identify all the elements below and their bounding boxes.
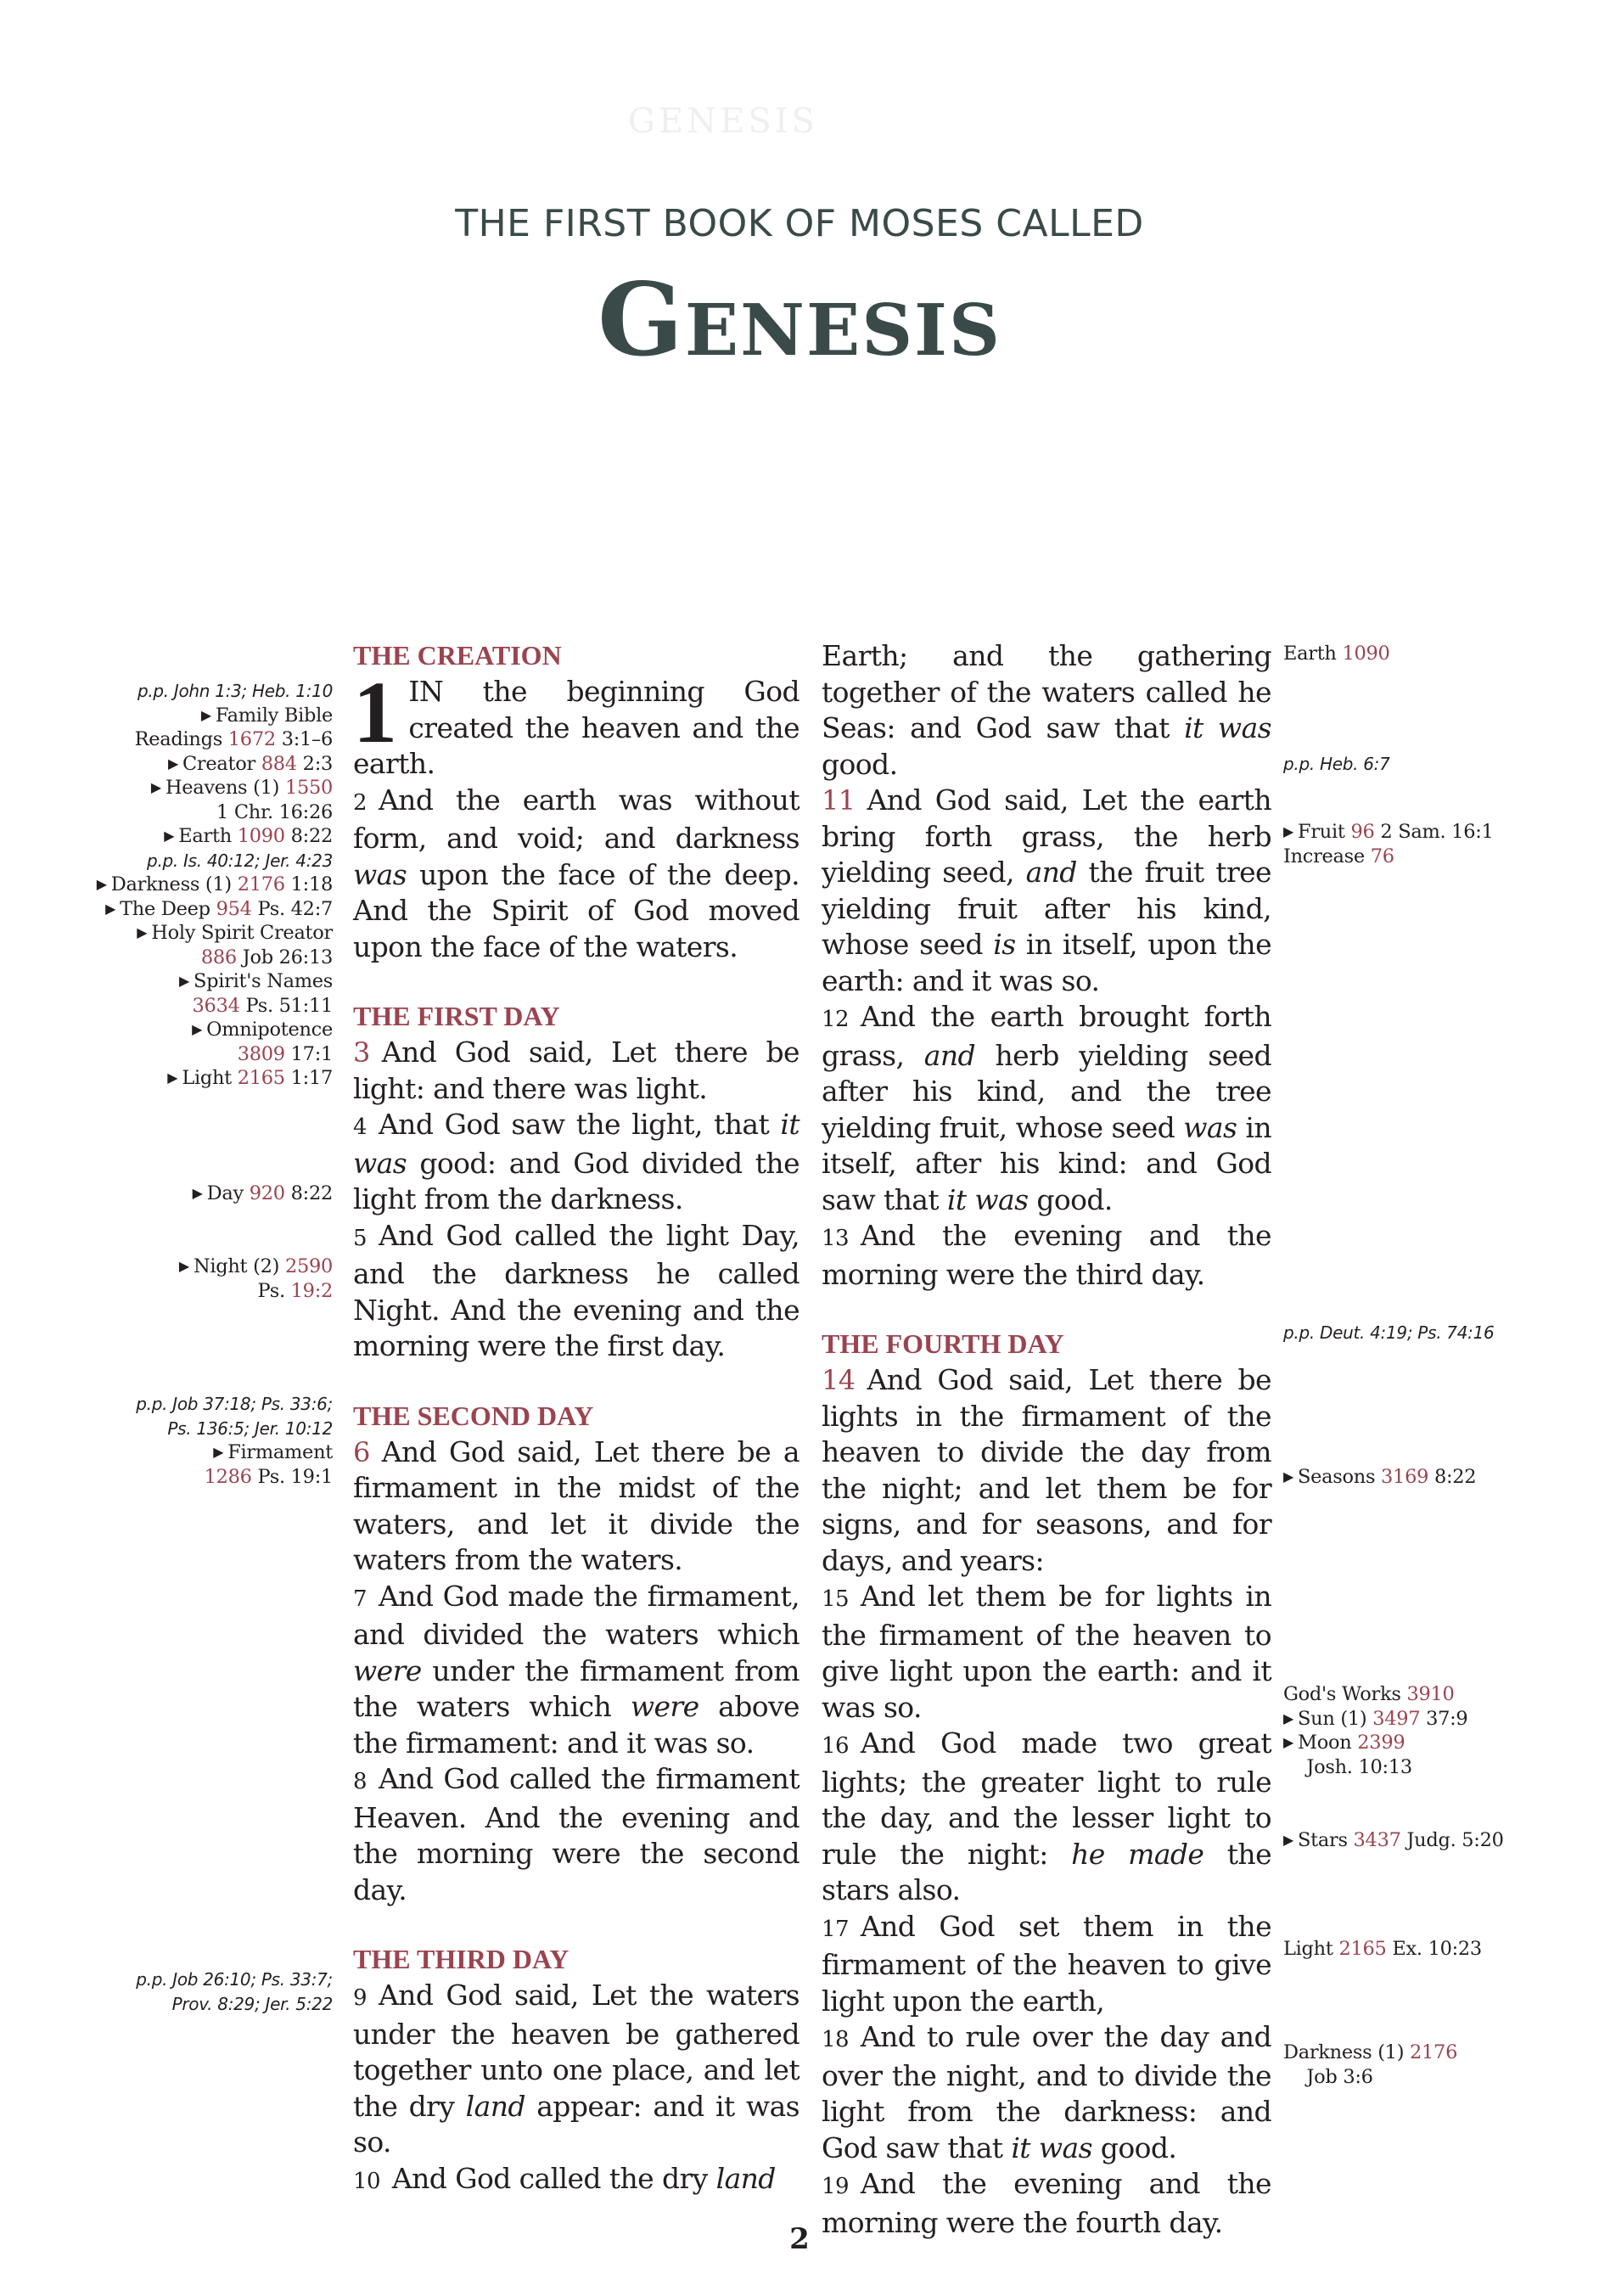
verse-text: And God set them in the firmament of the heaven to give light upon the earth, (822, 1909, 1271, 2018)
verse-text-italic: was (353, 857, 407, 891)
verse-text: And God said, Let there be a firmament in the midst of the waters, and let it divide the waters from the waters. (353, 1434, 800, 1576)
triangle-bullet-icon: ▶ (1283, 1468, 1294, 1485)
margin-note (1283, 1465, 1572, 1490)
margin-note-line (85, 1417, 333, 1441)
verse-number: 16 (822, 1733, 849, 1759)
triangle-bullet-icon: ▶ (200, 706, 211, 723)
verse (353, 2161, 800, 2200)
margin-note (85, 1968, 333, 2016)
section-heading: THE SECOND DAY (353, 1400, 594, 1431)
note-text: Stars (1298, 1829, 1354, 1851)
topic-number-link[interactable]: 96 (1350, 821, 1375, 843)
topic-number-link[interactable]: 2590 (284, 1255, 333, 1277)
verse-text: And the evening and the morning were the fourth day. (822, 2167, 1271, 2239)
verse-text: in itself, upon the earth: and it was so. (822, 928, 1271, 997)
topic-number-link[interactable]: 3634 (192, 994, 240, 1017)
note-text: Darkness (1) (1283, 2041, 1411, 2063)
verse (353, 1434, 800, 1579)
verse-text: And God said, Let the earth bring forth grass, the herb yielding seed, (822, 783, 1271, 889)
note-text: Job 3:6 (1283, 2065, 1373, 2088)
verse-text: appear: and it was so. (353, 2089, 800, 2158)
note-text: Josh. 10:13 (1283, 1755, 1412, 1778)
note-text: Job 26:13 (236, 946, 333, 968)
note-text: 2 Sam. 16:1 (1374, 821, 1494, 843)
margin-note (1283, 1828, 1572, 1853)
note-text: Earth (1283, 643, 1343, 665)
chapter-number-dropcap: 1 (353, 664, 397, 761)
margin-note-line (85, 824, 333, 849)
verse (353, 1978, 800, 2161)
triangle-bullet-icon: ▶ (167, 1069, 178, 1086)
margin-note-line (1283, 1755, 1572, 1780)
verse (822, 1579, 1271, 1726)
margin-note-line (85, 849, 333, 873)
page-number: 2 (789, 2222, 810, 2256)
margin-note-line (85, 921, 333, 946)
note-text: Ps. (257, 1279, 291, 1302)
note-text: Day (206, 1182, 250, 1204)
triangle-bullet-icon: ▶ (150, 779, 161, 795)
verse-number: 9 (353, 1985, 367, 2011)
text-column-right (822, 638, 1271, 2241)
note-text: Heavens (1) (165, 777, 285, 799)
margin-note-line (1283, 1731, 1572, 1755)
verse (353, 1035, 800, 1107)
margin-note (85, 1255, 333, 1303)
margin-note-line (85, 897, 333, 922)
topic-number-link[interactable]: 1090 (1342, 643, 1390, 665)
verse-text: And the earth brought forth grass, (822, 1000, 1271, 1072)
verse-number: 6 (353, 1435, 370, 1468)
verse-text: good. (1028, 1182, 1113, 1216)
margin-note-line (85, 1042, 333, 1067)
margin-note-line (1283, 642, 1572, 666)
margin-note-line (85, 679, 333, 704)
verse (822, 638, 1271, 783)
note-text: 2:3 (296, 752, 333, 775)
verse-text: And the evening and the morning were the third day. (822, 1219, 1271, 1291)
verse-text: And God called the light Day, and the darkness he called Night. And the evening and the morning were the first day. (353, 1218, 800, 1362)
triangle-bullet-icon: ▶ (178, 1258, 189, 1274)
margin-note (1283, 820, 1572, 868)
margin-note-line (85, 704, 333, 728)
note-text: 8:22 (284, 825, 333, 847)
note-text: Night (2) (193, 1255, 285, 1277)
verse-text-italic: it was (353, 1108, 800, 1180)
margin-note-line (85, 752, 333, 777)
triangle-bullet-icon: ▶ (192, 1021, 203, 1037)
verse-text-italic: were (630, 1690, 699, 1723)
verse (353, 1579, 800, 1762)
margin-note-line (85, 1018, 333, 1042)
note-text: Fruit (1298, 821, 1351, 843)
verse (353, 1218, 800, 1365)
triangle-bullet-icon: ▶ (1283, 1734, 1294, 1750)
verse-text: under the firmament from the waters which (353, 1653, 800, 1723)
parallel-passage-ref: p.p. Deut. 4:19; Ps. 74:16 (1283, 1322, 1495, 1343)
margin-note-line (1283, 1321, 1572, 1345)
margin-note-line (85, 1440, 333, 1465)
margin-note (1283, 1937, 1572, 1962)
verse-text-italic: it was (1184, 711, 1271, 744)
margin-note-line (1283, 2041, 1572, 2065)
note-text: Holy Spirit Creator (151, 922, 333, 944)
verse-number: 10 (353, 2168, 380, 2194)
verse-text: And the earth was without form, and void; and darkness (353, 783, 800, 855)
verse-text-italic: and (923, 1038, 976, 1072)
verse-text-italic: were (353, 1653, 422, 1687)
topic-number-link[interactable]: 3809 (237, 1042, 285, 1065)
margin-note-line (1283, 845, 1572, 869)
verse (822, 999, 1271, 1218)
margin-note-line (85, 1279, 333, 1304)
verse-number: 5 (353, 1225, 367, 1251)
margin-note-line (1283, 1937, 1572, 1962)
parallel-passage-ref: Prov. 8:29; Jer. 5:22 (171, 1993, 333, 2014)
note-text: Readings (134, 728, 228, 750)
margin-note-line (85, 727, 333, 752)
note-text: 1 Chr. 16:26 (216, 800, 333, 823)
verse-text: And God saw the light, that (378, 1108, 781, 1141)
note-text: Ps. 19:1 (251, 1465, 333, 1488)
verse-text: And to rule over the day and over the night, and to divide the light from the darkness: and God saw that (822, 2020, 1271, 2164)
verse (822, 1362, 1271, 1579)
topic-number-link[interactable]: 76 (1370, 845, 1394, 867)
margin-note (1283, 2041, 1572, 2089)
note-text: 8:22 (1428, 1466, 1477, 1488)
verse-text-italic: and (1025, 856, 1077, 889)
note-text: 3:1–6 (275, 728, 333, 750)
verse-text-italic: it was (946, 1182, 1029, 1216)
parallel-passage-ref: p.p. Job 37:18; Ps. 33:6; (136, 1394, 333, 1414)
margin-note-line (1283, 1682, 1572, 1707)
note-text: Light (182, 1067, 238, 1089)
triangle-bullet-icon: ▶ (96, 876, 107, 892)
verse-text: And God said, Let there be light: and there was light. (353, 1036, 800, 1105)
margin-note (1283, 642, 1572, 666)
verse-text: herb yielding seed after his kind, and the tree yielding fruit, whose seed (822, 1038, 1271, 1144)
verse-text: upon the face of the deep. And the Spirit of God moved upon the face of the waters. (353, 857, 800, 963)
verse-number: 7 (353, 1586, 367, 1612)
section-heading: THE FIRST DAY (353, 1001, 560, 1031)
triangle-bullet-icon: ▶ (1283, 823, 1294, 839)
margin-note-line (1283, 2065, 1572, 2090)
note-text: Earth (178, 825, 238, 847)
verse (822, 1218, 1271, 1293)
topic-number-link[interactable]: 3497 (1372, 1707, 1421, 1730)
topic-number-link[interactable]: 3437 (1353, 1829, 1401, 1851)
parallel-passage-ref: p.p. John 1:3; Heb. 1:10 (137, 681, 333, 701)
note-text: God's Works (1283, 1683, 1407, 1705)
text-column-left (353, 638, 800, 2199)
verse (353, 1107, 800, 1218)
verse-text-italic: is (993, 928, 1016, 961)
section-heading: THE THIRD DAY (353, 1944, 569, 1974)
topic-number-link[interactable]: 1286 (204, 1465, 252, 1488)
verse-text: good: and God divided the light from the darkness. (353, 1146, 800, 1215)
triangle-bullet-icon: ▶ (213, 1444, 224, 1460)
triangle-bullet-icon: ▶ (167, 755, 178, 772)
verse-number: 15 (822, 1586, 849, 1612)
margin-note-line (85, 1066, 333, 1091)
verse-text: the fruit tree yielding fruit after his kind, whose seed (822, 856, 1271, 961)
margin-note-line (85, 1392, 333, 1417)
margin-note-line (1283, 1828, 1572, 1853)
margin-note-line (85, 776, 333, 800)
note-text: Omnipotence (206, 1019, 333, 1041)
section-heading: THE CREATION (353, 640, 562, 671)
topic-number-link[interactable]: 2165 (237, 1067, 285, 1089)
verse-number: 4 (353, 1114, 367, 1140)
topic-number-link[interactable]: 1672 (227, 728, 276, 750)
verse-text: Earth; and the gathering together of the waters called he Seas: and God saw that (822, 639, 1271, 744)
verse (822, 1726, 1271, 1909)
note-text: Ps. 42:7 (251, 897, 333, 920)
margin-note-line (85, 1255, 333, 1279)
note-text: Increase (1283, 845, 1371, 867)
verse-number: 3 (353, 1036, 370, 1069)
topic-number-link[interactable]: 886 (200, 946, 237, 968)
verse-text-italic: land (715, 2161, 776, 2195)
verse-text-italic: land (465, 2089, 525, 2123)
topic-number-link[interactable]: 920 (249, 1182, 285, 1204)
note-text: 1:17 (284, 1067, 333, 1089)
triangle-bullet-icon: ▶ (178, 973, 189, 989)
verse-text: good. (822, 747, 898, 781)
verse-text-italic: was (1183, 1110, 1237, 1144)
verse-text: the stars also. (822, 1837, 1272, 1906)
triangle-bullet-icon: ▶ (164, 828, 175, 844)
margin-note-line (85, 946, 333, 970)
topic-number-link[interactable]: 2176 (237, 873, 285, 895)
note-text: The Deep (120, 897, 216, 920)
margin-note-line (85, 1182, 333, 1206)
note-text: Firmament (227, 1441, 333, 1463)
note-text: Judg. 5:20 (1400, 1829, 1504, 1851)
verse-text: And God said, Let the waters under the heaven be gathered together unto one place, and let the dry (353, 1979, 800, 2123)
margin-note (85, 679, 333, 1091)
verse (822, 783, 1271, 999)
verse (353, 1761, 800, 1908)
margin-note-line (85, 969, 333, 994)
parallel-passage-ref: p.p. Job 26:10; Ps. 33:7; (136, 1969, 333, 1990)
verse-number: 2 (353, 789, 367, 816)
margin-note-line (85, 1992, 333, 2017)
topic-number-link[interactable]: 3910 (1406, 1683, 1455, 1705)
verse-text: in itself, after his kind: and God saw that (822, 1110, 1271, 1216)
note-text: Ps. 51:11 (239, 994, 333, 1017)
verse-text-italic: it was (1011, 2130, 1092, 2164)
verse (822, 2019, 1271, 2166)
margin-note-line (85, 1465, 333, 1490)
verse-text: And God made two great lights; the greater light to rule the day, and the lesser light to rule the night: (822, 1726, 1271, 1871)
note-text: Spirit's Names (194, 970, 333, 992)
margin-note (85, 1392, 333, 1489)
note-text: Ex. 10:23 (1386, 1938, 1482, 1960)
note-text: Sun (1) (1298, 1707, 1373, 1730)
topic-number-link[interactable]: 3169 (1381, 1466, 1429, 1488)
note-text: 1:18 (284, 873, 333, 895)
verse-text: IN the beginning God created the heaven and the earth. (353, 675, 800, 780)
margin-note (85, 1182, 333, 1206)
verse-text-italic: he made (1071, 1837, 1204, 1871)
note-text: Light (1283, 1938, 1339, 1960)
triangle-bullet-icon: ▶ (192, 1185, 203, 1201)
parallel-passage-ref: Ps. 136:5; Jer. 10:12 (167, 1417, 333, 1439)
verse-text: And God called the dry (391, 2161, 716, 2195)
topic-number-link[interactable]: 19:2 (290, 1279, 333, 1302)
note-text: Moon (1298, 1732, 1358, 1754)
note-text: 17:1 (284, 1042, 333, 1065)
verse-text: good. (1091, 2130, 1177, 2164)
note-text: Creator (182, 752, 261, 775)
margin-note-line (85, 994, 333, 1019)
topic-number-link[interactable]: 954 (216, 897, 252, 920)
book-supertitle: THE FIRST BOOK OF MOSES CALLED (455, 202, 1144, 245)
verse-text: And let them be for lights in the firmament of the heaven to give light upon the earth: and it was so. (822, 1580, 1271, 1724)
verse-number: 19 (822, 2174, 849, 2199)
margin-note-line (1283, 1707, 1572, 1732)
margin-note (1283, 1321, 1572, 1345)
margin-note-line (85, 1968, 333, 1992)
note-text: Seasons (1298, 1466, 1382, 1488)
verse-text: And God said, Let there be lights in the firmament of the heaven to divide the day from the night; and let them be for signs, and for seasons, and for days, and years: (822, 1363, 1271, 1577)
margin-note (1283, 752, 1572, 777)
verse-number: 18 (822, 2027, 849, 2052)
note-text: 8:22 (284, 1182, 333, 1204)
verse-number: 14 (822, 1364, 856, 1396)
verse-number: 12 (822, 1007, 849, 1032)
topic-number-link[interactable]: 2165 (1338, 1938, 1387, 1960)
note-text: 37:9 (1420, 1707, 1468, 1730)
topic-number-link[interactable]: 2176 (1410, 2041, 1458, 2063)
parallel-passage-ref: p.p. Heb. 6:7 (1283, 754, 1390, 774)
triangle-bullet-icon: ▶ (1283, 1709, 1294, 1726)
note-text: Darkness (1) (110, 873, 238, 895)
parallel-passage-ref: p.p. Is. 40:12; Jer. 4:23 (147, 850, 333, 871)
margin-note (1283, 1682, 1572, 1779)
triangle-bullet-icon: ▶ (137, 924, 148, 940)
verse-text: above the firmament: and it was so. (353, 1690, 800, 1760)
verse-number: 8 (353, 1769, 367, 1794)
section-heading: THE FOURTH DAY (822, 1328, 1064, 1359)
book-title: Genesis (598, 261, 1001, 379)
verse-number: 11 (822, 784, 856, 817)
topic-number-link[interactable]: 884 (261, 752, 297, 775)
topic-number-link[interactable]: 1550 (284, 777, 333, 799)
note-text: Family Bible (215, 704, 333, 727)
topic-number-link[interactable]: 2399 (1357, 1732, 1405, 1754)
verse (822, 1909, 1271, 2020)
verse-number: 17 (822, 1916, 849, 1942)
show-through-text: GENESIS (628, 102, 818, 141)
margin-note-line (1283, 1465, 1572, 1490)
topic-number-link[interactable]: 1090 (237, 825, 285, 847)
margin-note-line (85, 800, 333, 825)
margin-note-line (1283, 752, 1572, 777)
margin-note-line (85, 873, 333, 897)
verse (353, 664, 800, 783)
verse-number: 13 (822, 1226, 849, 1251)
triangle-bullet-icon: ▶ (105, 900, 116, 917)
verse (353, 783, 800, 966)
triangle-bullet-icon: ▶ (1283, 1832, 1294, 1848)
margin-note-line (1283, 820, 1572, 845)
verse-text: And God made the firmament, and divided the waters which (353, 1579, 800, 1651)
verse-text: And God called the firmament Heaven. And the evening and the morning were the second day. (353, 1762, 800, 1906)
